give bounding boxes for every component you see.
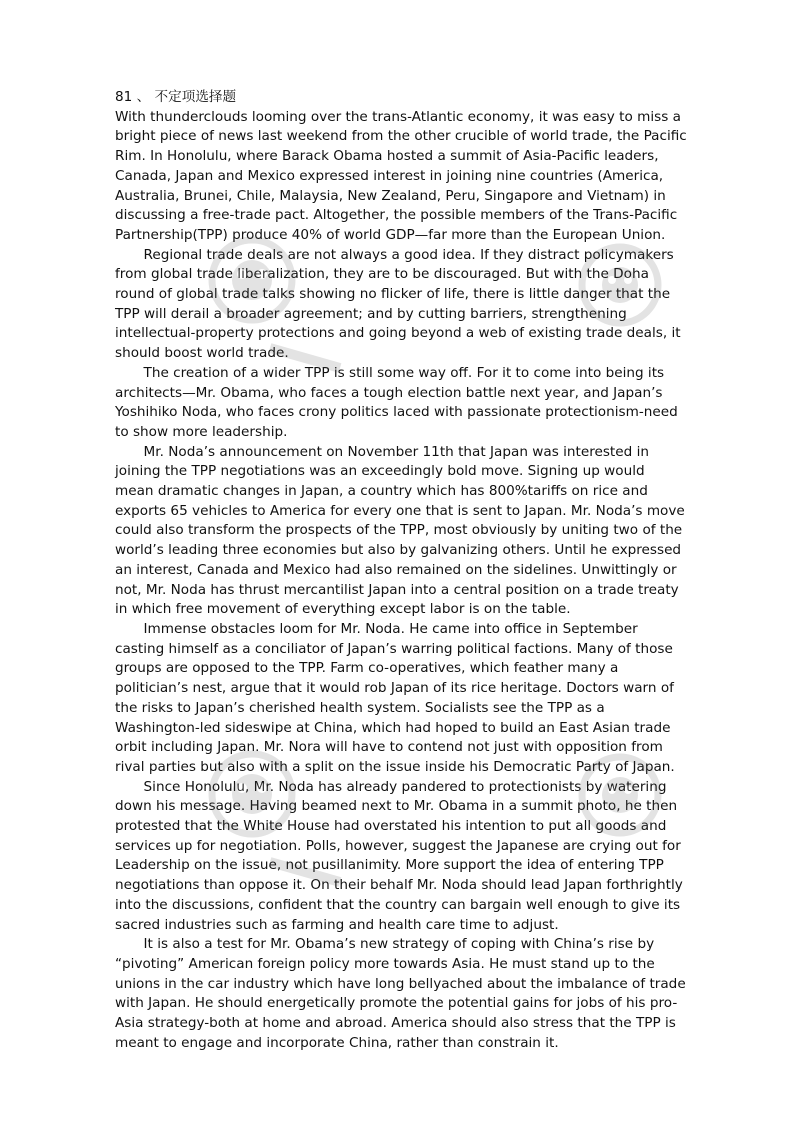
- paragraph-7: It is also a test for Mr. Obama’s new strategy of coping with China’s rise by “pivoting” American foreign policy more towards Asia. He must stand up to the unions in the car industry which have long bellyached about the imbalance of trade with Japan. He should energetically promote the potential gains for jobs of his pro-Asia strategy-both at home and abroad. America should also stress that the TPP is meant to engage and incorporate China, rather than constrain it.: [115, 936, 686, 1051]
- document-body: [115, 88, 687, 1053]
- question-heading: 81 、 不定项选择题: [115, 89, 237, 105]
- paragraph-4: Mr. Noda’s announcement on November 11th that Japan was interested in joining the TPP negotiations was an exceedingly bold move. Signing up would mean dramatic changes in Japan, a country which has 800%tariffs on rice and exports 65 vehicles to America for every one that is sent to Japan. Mr. Noda’s move could also transform the prospects of the TPP, most obviously by uniting two of the world’s leading three economies but also by galvanizing others. Until he expressed an interest, Canada and Mexico had also remained on the sidelines. Unwittingly or not, Mr. Noda has thrust mercantilist Japan into a central position on a trade treaty in which free movement of everything except labor is on the table.: [115, 443, 685, 618]
- paragraph-6: Since Honolulu, Mr. Noda has already pandered to protectionists by watering down his message. Having beamed next to Mr. Obama in a summit photo, he then protested that the White House had overstated his intention to put all goods and services up for negotiation. Polls, however, suggest the Japanese are crying out for Leadership on the issue, not pusillanimity. More support the idea of entering TPP negotiations than oppose it. On their behalf Mr. Noda should lead Japan forthrightly into the discussions, confident that the country can bargain well enough to give its sacred industries such as farming and health care time to adjust.: [115, 778, 683, 933]
- paragraph-5: Immense obstacles loom for Mr. Noda. He came into office in September casting himself as a conciliator of Japan’s warring political factions. Many of those groups are opposed to the TPP. Farm co-operatives, which feather many a politician’s nest, argue that it would rob Japan of its rice heritage. Doctors warn of the risks to Japan’s cherished health system. Socialists see the TPP as a Washington-led sideswipe at China, which had hoped to build an East Asian trade orbit including Japan. Mr. Nora will have to contend not just with opposition from rival parties but also with a split on the issue inside his Democratic Party of Japan.: [115, 620, 675, 775]
- paragraph-2: Regional trade deals are not always a good idea. If they distract policymakers from global trade liberalization, they are to be discouraged. But with the Doha round of global trade talks showing no flicker of life, there is little danger that the TPP will derail a broader agreement; and by cutting barriers, strengthening intellectual-property protections and going beyond a web of existing trade deals, it should boost world trade.: [115, 246, 681, 362]
- paragraph-1: With thunderclouds looming over the trans-Atlantic economy, it was easy to miss a bright piece of news last weekend from the other crucible of world trade, the Pacific Rim. In Honolulu, where Barack Obama hosted a summit of Asia-Pacific leaders, Canada, Japan and Mexico expressed interest in joining nine countries (America, Australia, Brunei, Chile, Malaysia, New Zealand, Peru, Singapore and Vietnam) in discussing a free-trade pact. Altogether, the possible members of the Trans-Pacific Partnership(TPP) produce 40% of world GDP—far more than the European Union.: [115, 108, 687, 243]
- paragraph-3: The creation of a wider TPP is still some way off. For it to come into being its architects—Mr. Obama, who faces a tough election battle next year, and Japan’s Yoshihiko Noda, who faces crony politics laced with passionate protectionism-need to show more leadership.: [115, 364, 678, 440]
